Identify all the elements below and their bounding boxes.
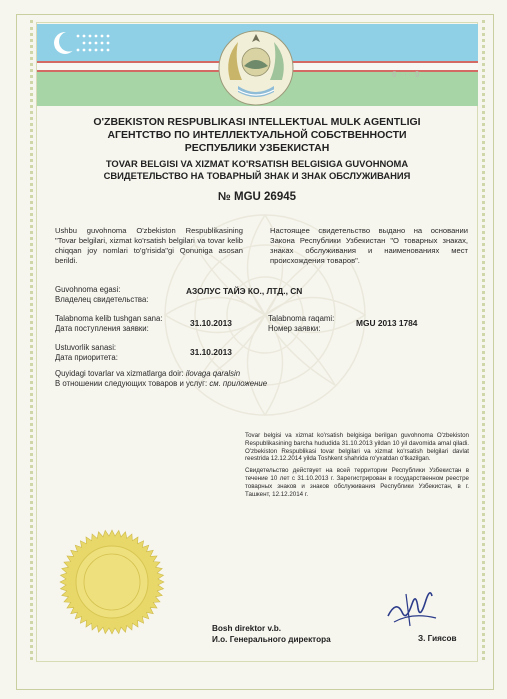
priority-label-ru: Дата приоритета: (55, 353, 118, 362)
validity-note-ru (245, 467, 469, 498)
gold-seal-icon (58, 528, 166, 636)
owner-value: АЗОЛУС ТАЙЭ КО., ЛТД., CN (186, 286, 303, 296)
application-date-label-ru: Дата поступления заявки: (55, 324, 149, 333)
application-date-label-uz: Talabnoma kelib tushgan sana: (55, 314, 163, 323)
goods-value-uz: ilovaga qaralsin (185, 369, 241, 378)
application-number-label-ru: Номер заявки: (268, 324, 321, 333)
application-number-value: MGU 2013 1784 (356, 318, 418, 328)
signature-icon (382, 582, 440, 632)
agency-name-ru-1: АГЕНТСТВО ПО ИНТЕЛЛЕКТУАЛЬНОЙ СОБСТВЕННОСТИ (107, 129, 407, 141)
application-number-label-uz: Talabnoma raqami: (268, 314, 335, 323)
goods-line-ru (55, 379, 267, 389)
stars-icon (74, 32, 118, 56)
goods-value-ru: см. приложение (209, 379, 268, 388)
validity-note-uz-1: Tovar belgisi va xizmat ko'rsatish belgisiga berilgan guvohnoma O'zbekiston Respublikasining barcha hududida 31.10.2013 yildan 10 yil davomida amal qiladi. (245, 432, 469, 447)
validity-note-uz (245, 432, 469, 463)
certificate-title-ru: СВИДЕТЕЛЬСТВО НА ТОВАРНЫЙ ЗНАК И ЗНАК ОБСЛУЖИВАНИЯ (103, 170, 411, 181)
validity-note-ru-1: Свидетельство действует на всей территории Республики Узбекистан в течение 10 лет с 31.10.2013 г. (245, 467, 469, 482)
certificate-title (40, 158, 474, 182)
agency-name-uz: O'ZBEKISTON RESPUBLIKASI INTELLEKTUAL MULK AGENTLIGI (93, 116, 421, 128)
state-emblem-icon (216, 28, 296, 108)
signatory-title (212, 623, 331, 645)
goods-label-uz: Quyidagi tovarlar va xizmatlarga doir: (55, 369, 184, 378)
validity-note-uz-2: O'zbekiston Respublikasi tovar belgilari va xizmat ko'rsatish belgilari davlat reestrida 12.12.2014 yilda Toshkent shahrida ro'yxatdan o'tkazilgan. (245, 447, 469, 463)
agency-header (40, 116, 474, 155)
certificate-number: № MGU 26945 (217, 191, 297, 203)
priority-label-uz: Ustuvorlik sanasi: (55, 343, 117, 352)
agency-name-ru-2: РЕСПУБЛИКИ УЗБЕКИСТАН (184, 142, 330, 154)
certificate-title-uz: TOVAR BELGISI VA XIZMAT KO'RSATISH BELGISIGA GUVOHNOMA (105, 158, 409, 169)
serial-mark: 6 ··· 9 (392, 70, 421, 79)
priority-value: 31.10.2013 (190, 347, 232, 357)
validity-note (245, 432, 469, 502)
signatory-title-uz: Bosh direktor v.b. (212, 624, 281, 633)
application-date-value: 31.10.2013 (190, 318, 232, 328)
goods-label-ru: В отношении следующих товаров и услуг: (55, 379, 208, 388)
validity-note-ru-2: Зарегистрирован в государственном реестре товарных знаков и знаков обслуживания Республики Узбекистан, в г. Ташкент, 12.12.2014 г. (245, 474, 469, 498)
goods-line-uz (55, 369, 240, 379)
intro-text-ru: Настоящее свидетельство выдано на основании Закона Республики Узбекистан "О товарных знаках, знаках обслуживания и наименованиях мест происхождения товаров". (270, 226, 468, 265)
signatory-title-ru: И.о. Генерального директора (212, 635, 331, 644)
signatory-name: З. Гиясов (418, 634, 457, 643)
owner-label-ru: Владелец свидетельства: (55, 295, 149, 304)
intro-text-uz: Ushbu guvohnoma O'zbekiston Respublikasining "Tovar belgilari, xizmat ko'rsatish belgilari va tovar kelib chiqqan joy nomlari to'g'risida"gi Qonuniga asosan berildi. (55, 226, 243, 265)
owner-label-uz: Guvohnoma egasi: (55, 285, 121, 294)
